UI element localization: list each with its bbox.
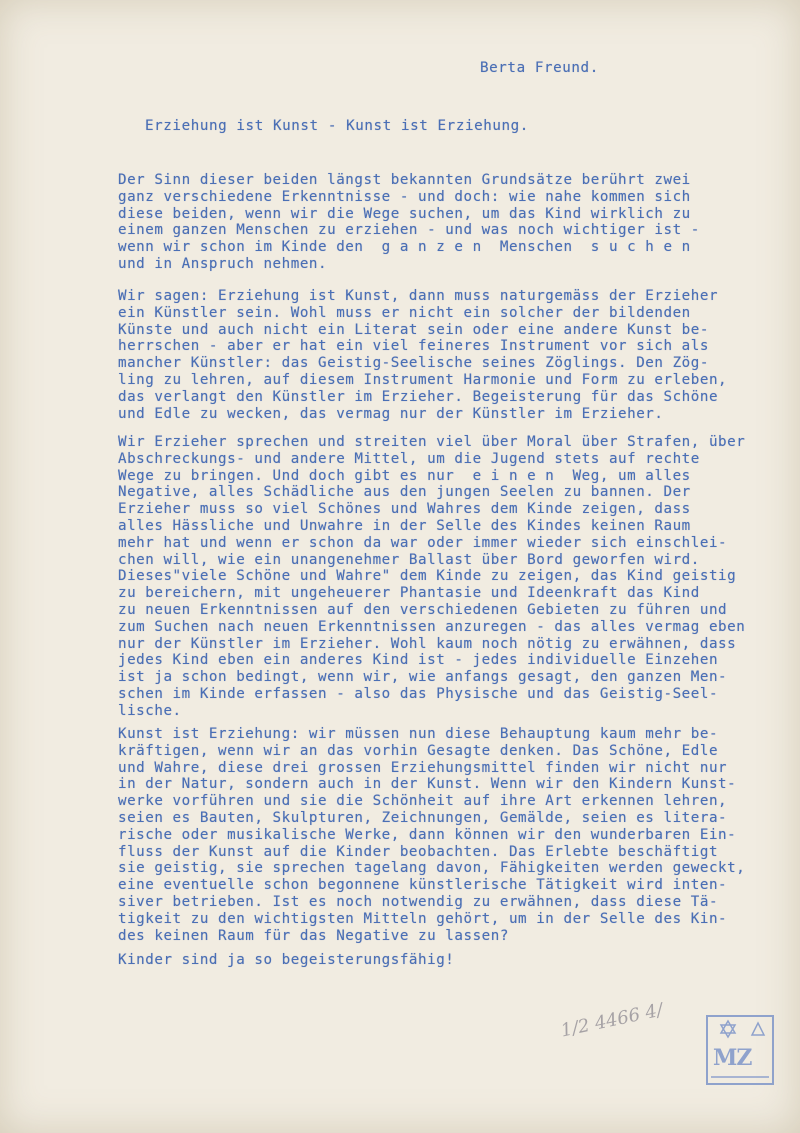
text-line: Erzieher muss so viel Schönes und Wahres dem Kinde zeigen, dass <box>118 501 691 518</box>
text-line: Wege zu bringen. Und doch gibt es nur e i n e n Weg, um alles <box>118 467 691 484</box>
text-line: jedes Kind eben ein anderes Kind ist - jedes individuelle Einzehen <box>118 652 719 669</box>
stamp-text: MZ <box>713 1045 752 1071</box>
text-line: und Edle zu wecken, das vermag nur der Künstler im Erzieher. <box>118 405 664 422</box>
text-line: zum Suchen nach neuen Erkenntnissen anzuregen - das alles vermag eben <box>118 618 746 635</box>
text-line: sie geistig, sie sprechen tagelang davon, Fähigkeiten werden geweckt, <box>118 860 746 877</box>
text-line: Der Sinn dieser beiden längst bekannten Grundsätze berührt zwei <box>118 172 691 188</box>
document-title: Erziehung ist Kunst - Kunst ist Erziehung. <box>145 118 529 134</box>
text-line: zu neuen Erkenntnissen auf den verschiedenen Gebieten zu führen und <box>118 601 728 618</box>
text-line: siver betrieben. Ist es noch notwendig zu erwähnen, dass diese Tä- <box>118 893 719 910</box>
paragraph-4 <box>118 726 745 944</box>
text-line: diese beiden, wenn wir die Wege suchen, um das Kind wirklich zu <box>118 205 691 222</box>
text-line: in der Natur, sondern auch in der Kunst. Wenn wir den Kindern Kunst- <box>118 776 737 793</box>
text-line: mancher Künstler: das Geistig-Seelische seines Zöglings. Den Zög- <box>118 355 709 372</box>
text-line: ganz verschiedene Erkenntnisse - und doch: wie nahe kommen sich <box>118 188 691 205</box>
text-line: Kunst ist Erziehung: wir müssen nun diese Behauptung kaum mehr be- <box>118 726 719 742</box>
text-line: Kinder sind ja so begeisterungsfähig! <box>118 952 455 968</box>
text-line: Wir Erzieher sprechen und streiten viel über Moral über Strafen, über <box>118 434 746 450</box>
paragraph-2 <box>118 288 727 422</box>
text-line: ein Künstler sein. Wohl muss er nicht ein solcher der bildenden <box>118 304 691 321</box>
text-line: mehr hat und wenn er schon da war oder immer wieder sich einschlei- <box>118 534 728 551</box>
text-line: rische oder musikalische Werke, dann können wir den wunderbaren Ein- <box>118 826 737 843</box>
text-line: werke vorführen und sie die Schönheit auf ihre Art erkennen lehren, <box>118 793 728 810</box>
text-line: eine eventuelle schon begonnene künstlerische Tätigkeit wird inten- <box>118 877 728 894</box>
text-line: lische. <box>118 702 182 719</box>
text-line: schen im Kinde erfassen - also das Physische und das Geistig-Seel- <box>118 685 719 702</box>
pencil-archive-note: 1/2 4466 4/ <box>558 999 665 1042</box>
text-line: nur der Künstler im Erzieher. Wohl kaum noch nötig zu erwähnen, dass <box>118 635 737 652</box>
text-line: Negative, alles Schädliche aus den jungen Seelen zu bannen. Der <box>118 484 691 501</box>
text-line: Dieses"viele Schöne und Wahre" dem Kinde zu zeigen, das Kind geistig <box>118 568 737 585</box>
text-line: wenn wir schon im Kinde den g a n z e n Menschen s u c h e n <box>118 239 691 256</box>
author-name: Berta Freund. <box>480 60 599 76</box>
text-line: Abschreckungs- und andere Mittel, um die Jugend stets auf rechte <box>118 450 700 467</box>
archive-stamp <box>706 1015 774 1085</box>
text-line: fluss der Kunst auf die Kinder beobachten. Das Erlebte beschäftigt <box>118 843 719 860</box>
text-line: des keinen Raum für das Negative zu lassen? <box>118 927 509 944</box>
text-line: tigkeit zu den wichtigsten Mitteln gehört, um in der Selle des Kin- <box>118 910 728 927</box>
text-line: herrschen - aber er hat ein viel feineres Instrument vor sich als <box>118 338 709 355</box>
text-line: zu bereichern, mit ungeheuerer Phantasie und Ideenkraft das Kind <box>118 585 700 602</box>
text-line: chen will, wie ein unangenehmer Ballast über Bord geworfen wird. <box>118 551 700 568</box>
text-line: ist ja schon bedingt, wenn wir, wie anfangs gesagt, den ganzen Men- <box>118 669 728 686</box>
text-line: das verlangt den Künstler im Erzieher. Begeisterung für das Schöne <box>118 388 719 405</box>
text-line: ling zu lehren, auf diesem Instrument Harmonie und Form zu erleben, <box>118 371 728 388</box>
text-line: kräftigen, wenn wir an das vorhin Gesagte denken. Das Schöne, Edle <box>118 742 719 759</box>
paragraph-3 <box>118 434 745 720</box>
text-line: Wir sagen: Erziehung ist Kunst, dann muss naturgemäss der Erzieher <box>118 288 719 304</box>
paragraph-5 <box>118 952 454 969</box>
text-line: einem ganzen Menschen zu erziehen - und was noch wichtiger ist - <box>118 222 700 239</box>
text-line: und Wahre, diese drei grossen Erziehungsmittel finden wir nicht nur <box>118 759 728 776</box>
text-line: Künste und auch nicht ein Literat sein oder eine andere Kunst be- <box>118 321 709 338</box>
text-line: und in Anspruch nehmen. <box>118 255 328 272</box>
text-line: alles Hässliche und Unwahre in der Selle des Kindes keinen Raum <box>118 517 691 534</box>
paragraph-1 <box>118 172 700 273</box>
text-line: seien es Bauten, Skulpturen, Zeichnungen, Gemälde, seien es litera- <box>118 809 728 826</box>
